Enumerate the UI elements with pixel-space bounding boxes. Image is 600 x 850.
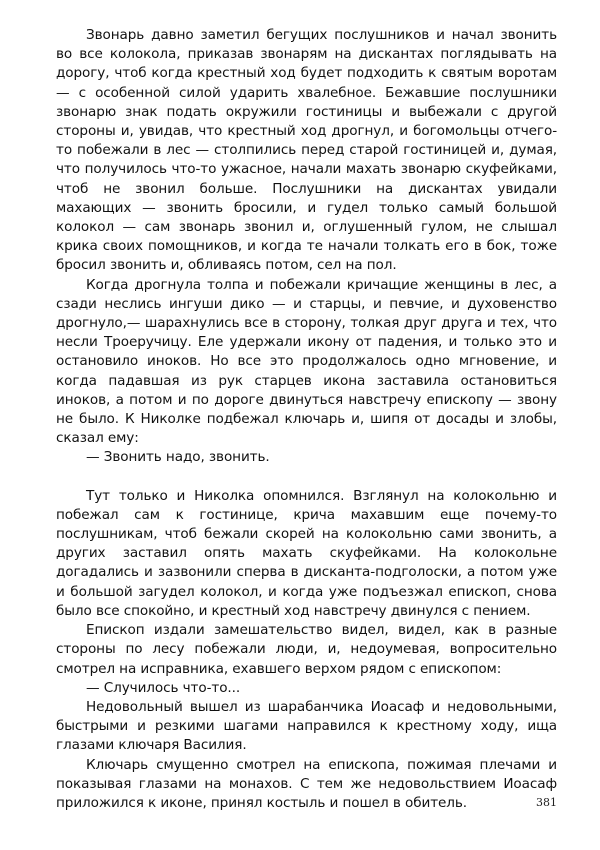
section-break [56, 468, 557, 487]
paragraph: Ключарь смущенно смотрел на епископа, пожимая плечами и показывая глазами на монахов. С тем же недовольствием Иоасаф приложился к иконе, принял костыль и пошел в обитель. [56, 756, 557, 811]
paragraph: Епископ издали замешательство видел, видел, как в разные стороны по лесу побежали люди, и, недоумевая, вопросительно смотрел на исправника, ехавшего верхом рядом с епископом: [56, 622, 557, 677]
page-body [56, 26, 557, 813]
paragraph: — Звонить надо, звонить. [86, 449, 270, 466]
paragraph: Звонарь давно заметил бегущих послушников и начал звонить во все колокола, приказав звонарям на дискантах поглядывать на дорогу, чтоб когда крестный ход будет подходить к святым воротам — с особенной силой ударить хвалебное. Бежавшие послушники звонарю знак подать окружили гостиницы и выбежали с другой стороны и, увидав, что крестный ход дрогнул, и богомольцы отчего-то побежали в лес — столпились перед старой гостиницей и, думая, что получилось что-то ужасное, начали махать звонарю скуфейками, чтоб не звонил больше. Послушники на дискантах увидали махающих — звонить бросили, и гудел только самый большой колокол — сам звонарь звонил и, оглушенный гулом, не слышал крика своих помощников, и когда те начали толкать его в бок, тоже бросил звонить и, обливаясь потом, сел на пол. [56, 27, 557, 274]
paragraph: Недовольный вышел из шарабанчика Иоасаф и недовольными, быстрыми и резкими шагами направился к крестному ходу, ища глазами ключаря Василия. [56, 698, 557, 754]
paragraph: — Случилось что-то... [86, 679, 241, 696]
paragraph: Тут только и Николка опомнился. Взглянул на колокольню и побежал сам к гостинице, крича махавшим еще почему-то послушникам, чтоб бежали скорей на колокольню сами звонить, а других заставил опять махать скуфейками. На колокольне догадались и зазвонили сперва в дисканта-подголоски, а потом уже и большой загудел колокол, и когда уже подъезжал епископ, снова было все спокойно, и крестный ход навстречу двинулся с пением. [56, 487, 557, 619]
page-number: 381 [536, 796, 557, 809]
paragraph: Когда дрогнула толпа и побежали кричащие женщины в лес, а сзади неслись ингуши дико — и старцы, и певчие, и духовенство дрогнуло,— шарахнулись все в сторону, толкая друг друга и тех, что несли Троеручицу. Еле удержали икону от падения, и только это и остановило иноков. Но все это продолжалось одно мгновение, и когда падавшая из рук старцев икона заставила остановиться иноков, а потом и по дороге двинуться навстречу епископу — звону не было. К Николке подбежал ключарь и, шипя от досады и злобы, сказал ему: [56, 276, 557, 447]
